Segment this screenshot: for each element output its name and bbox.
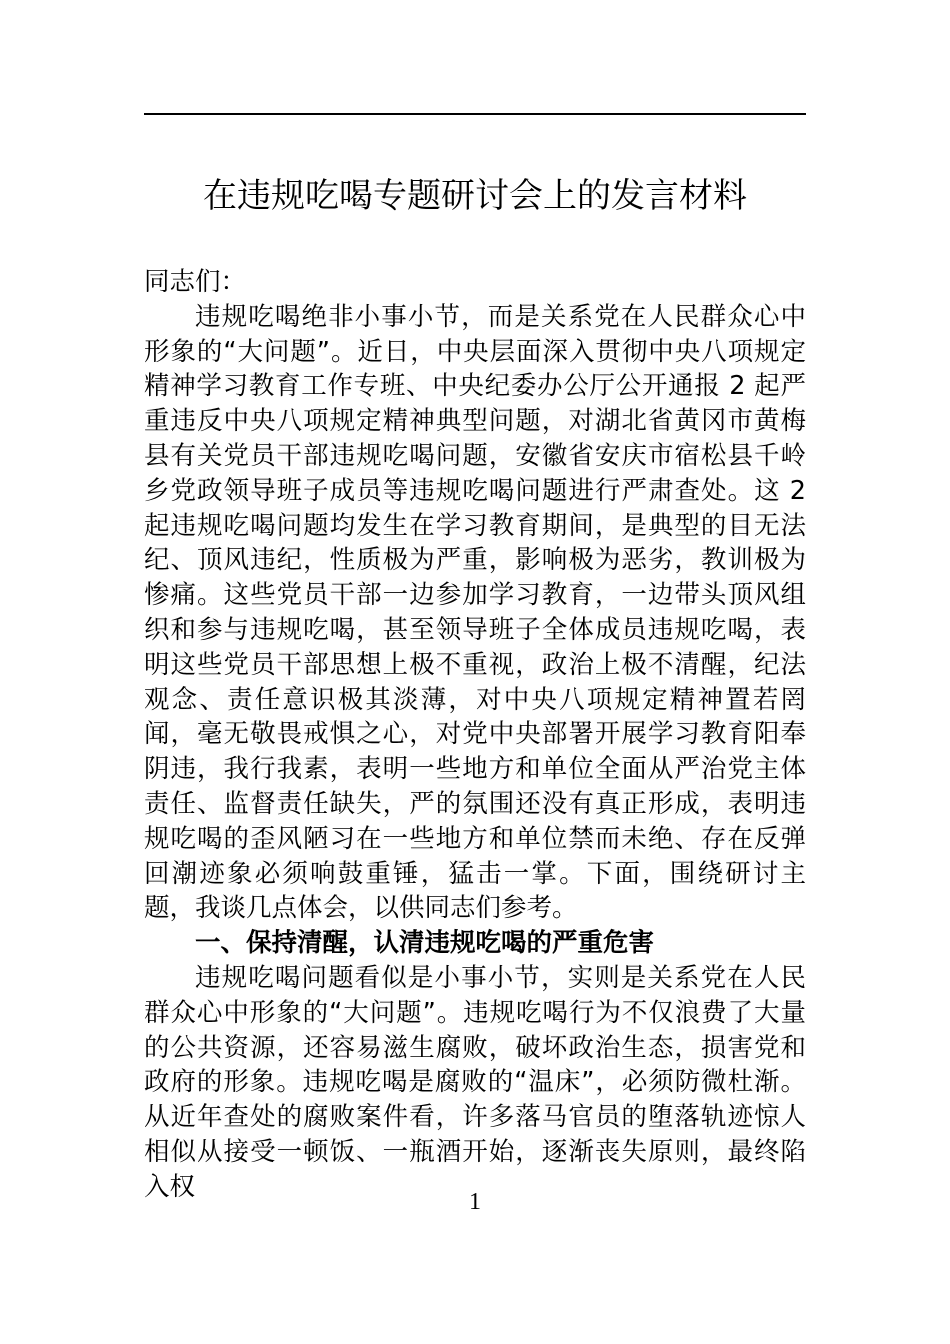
section-heading: 一、保持清醒，认清违规吃喝的严重危害 bbox=[195, 928, 655, 959]
salutation: 同志们： bbox=[144, 267, 247, 297]
page-number: 1 bbox=[469, 1189, 481, 1215]
section-paragraph: 违规吃喝问题看似是小事小节，实则是关系党在人民群众心中形象的“大问题”。违规吃喝行为不仅浪费了大量的公共资源，还容易滋生腐败，破坏政治生态，损害党和政府的形象。违规吃喝是腐败的“温床”，必须防微杜渐。从近年查处的腐败案件看，许多落马官员的堕落轨迹惊人相似从接受一顿饭、一瓶酒开始，逐渐丧失原则，最终陷入权 bbox=[144, 962, 806, 1202]
document-title: 在违规吃喝专题研讨会上的发言材料 bbox=[203, 176, 747, 216]
body-paragraph: 违规吃喝绝非小事小节，而是关系党在人民群众心中形象的“大问题”。近日，中央层面深入贯彻中央八项规定精神学习教育工作专班、中央纪委办公厅公开通报 2 起严重违反中央八项规定精神典型问题，对湖北省黄冈市黄梅县有关党员干部违规吃喝问题，安徽省安庆市宿松县千岭乡党政领导班子成员等违规吃喝问题进行严肃查处。这 2 起违规吃喝问题均发生在学习教育期间，是典型的目无法纪、顶风违纪，性质极为严重，影响极为恶劣，教训极为惨痛。这些党员干部一边参加学习教育，一边带头顶风组织和参与违规吃喝，甚至领导班子全体成员违规吃喝，表明这些党员干部思想上极不重视，政治上极不清醒，纪法观念、责任意识极其淡薄，对中央八项规定精神置若罔闻，毫无敬畏戒惧之心，对党中央部署开展学习教育阳奉阴违，我行我素，表明一些地方和单位全面从严治党主体责任、监督责任缺失，严的氛围还没有真正形成，表明违规吃喝的歪风陋习在一些地方和单位禁而未绝、存在反弹回潮迹象必须响鼓重锤，猛击一掌。下面，围绕研讨主题，我谈几点体会，以供同志们参考。 bbox=[144, 301, 806, 924]
document-body bbox=[144, 265, 806, 1205]
header-rule bbox=[144, 113, 806, 115]
